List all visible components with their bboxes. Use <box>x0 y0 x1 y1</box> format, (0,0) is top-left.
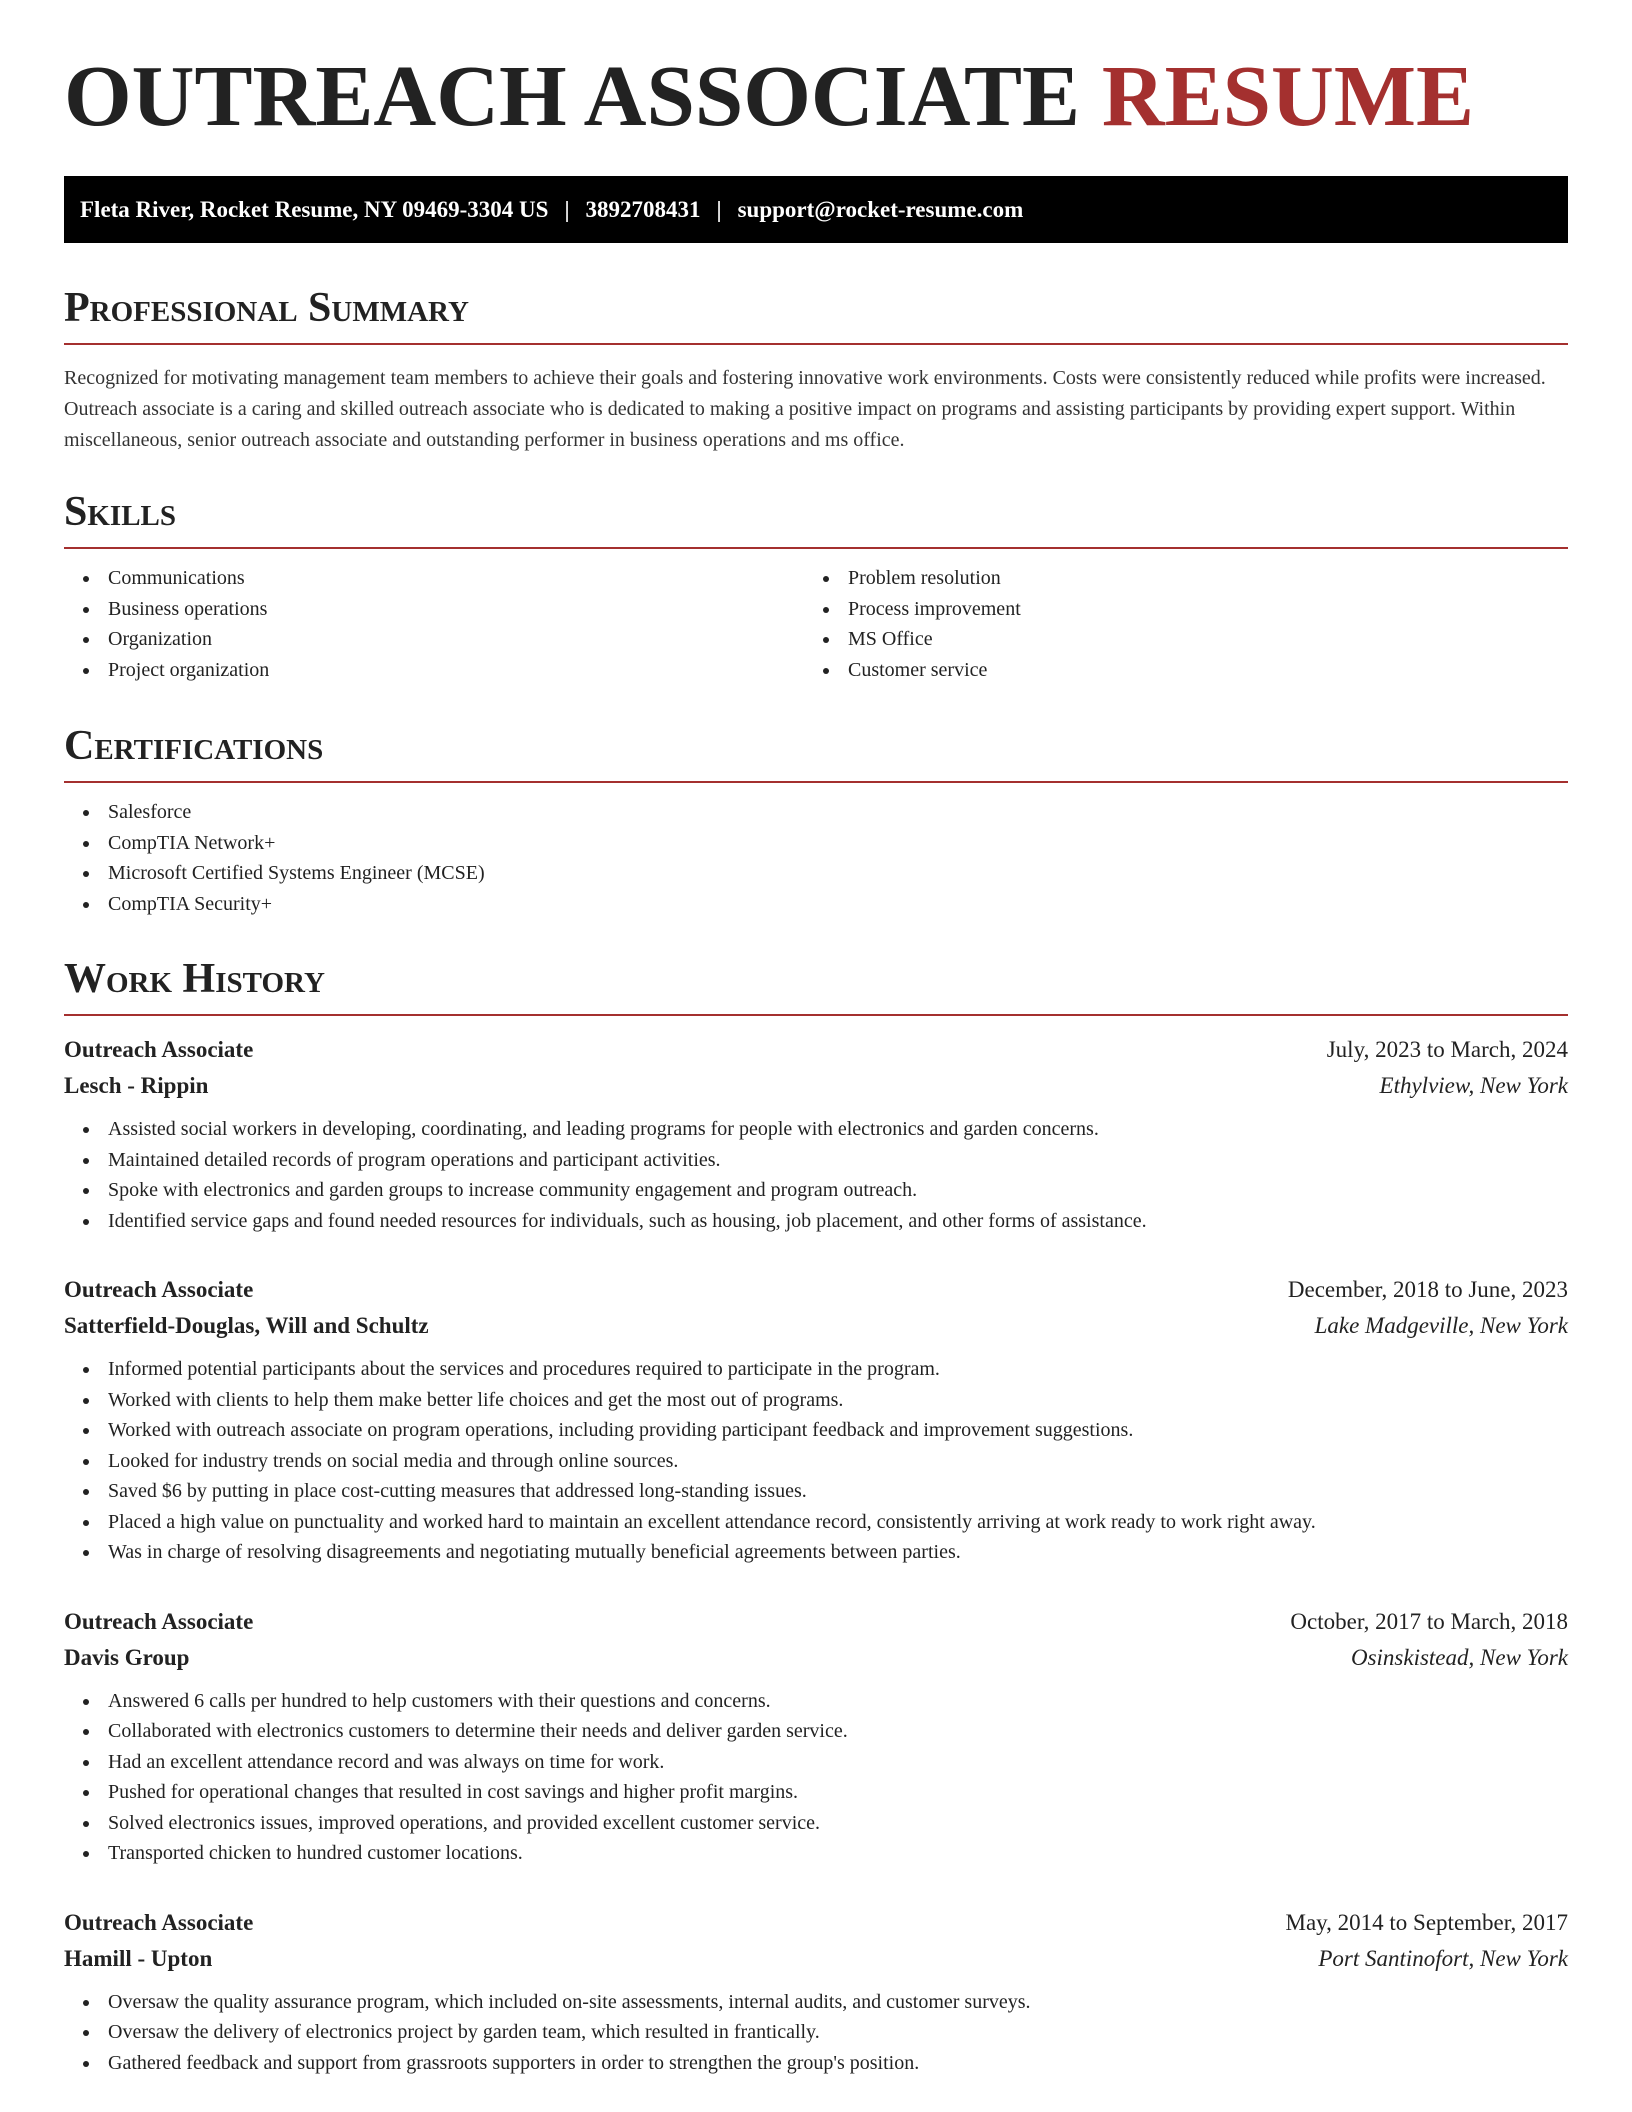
work-history-section <box>64 958 1568 2078</box>
job-company-row <box>64 1308 1568 1344</box>
job-duty: Worked with clients to help them make better life choices and get the most out of programs. <box>64 1385 1568 1416</box>
job-company: Satterfield-Douglas, Will and Schultz <box>64 1313 429 1338</box>
job-location: Osinskistead, New York <box>1350 1644 1568 1670</box>
job-company: Hamill - Upton <box>64 1945 213 1971</box>
job-duty: Solved electronics issues, improved operations, and provided excellent customer service. <box>64 1808 1568 1839</box>
job-duty: Was in charge of resolving disagreements and negotiating mutually beneficial agreements between parties. <box>64 1537 1568 1568</box>
job-duties <box>64 1686 1568 1869</box>
skill-item: Project organization <box>64 655 804 686</box>
job-entry <box>64 1272 1568 1568</box>
skills-list-left <box>64 563 804 685</box>
skill-item: Business operations <box>64 594 804 625</box>
skill-item: Problem resolution <box>804 563 1544 594</box>
job-dates: May, 2014 to September, 2017 <box>1285 1909 1568 1935</box>
job-location: Ethylview, New York <box>1379 1073 1568 1098</box>
job-header-row <box>64 1032 1568 1068</box>
skills-columns <box>64 549 1568 685</box>
job-duties <box>64 1354 1568 1568</box>
job-duty: Answered 6 calls per hundred to help customers with their questions and concerns. <box>64 1686 1568 1717</box>
certifications-list <box>64 797 1568 919</box>
job-title: Outreach Associate <box>64 1277 254 1302</box>
skills-section <box>64 491 1568 685</box>
job-company-row <box>64 1640 1568 1676</box>
skill-item: Customer service <box>804 655 1544 686</box>
job-duty: Pushed for operational changes that resulted in cost savings and higher profit margins. <box>64 1777 1568 1808</box>
certifications-section <box>64 725 1568 919</box>
certification-item: Microsoft Certified Systems Engineer (MCSE) <box>64 858 1568 889</box>
job-duties <box>64 1114 1568 1236</box>
job-duty: Identified service gaps and found needed resources for individuals, such as housing, job placement, and other forms of assistance. <box>64 1206 1568 1237</box>
job-dates: July, 2023 to March, 2024 <box>1326 1037 1568 1062</box>
job-title: Outreach Associate <box>64 1037 254 1062</box>
job-duty: Transported chicken to hundred customer locations. <box>64 1838 1568 1869</box>
skill-item: Process improvement <box>804 594 1544 625</box>
skills-list-right <box>804 563 1544 685</box>
job-company: Davis Group <box>64 1644 190 1670</box>
job-header-row <box>64 1905 1568 1941</box>
contact-phone: 3892708431 <box>585 196 701 222</box>
skill-item: MS Office <box>804 624 1544 655</box>
job-duty: Maintained detailed records of program operations and participant activities. <box>64 1145 1568 1176</box>
contact-email[interactable]: support@rocket-resume.com <box>737 196 1024 222</box>
contact-separator: | <box>564 196 570 222</box>
certification-item: Salesforce <box>64 797 1568 828</box>
skills-heading: Skills <box>64 491 1568 549</box>
job-duty: Oversaw the delivery of electronics project by garden team, which resulted in frantically. <box>64 2017 1568 2048</box>
job-duty: Worked with outreach associate on program operations, including providing participant feedback and improvement suggestions. <box>64 1415 1568 1446</box>
job-duty: Gathered feedback and support from grassroots supporters in order to strengthen the group's position. <box>64 2048 1568 2079</box>
job-dates: December, 2018 to June, 2023 <box>1287 1277 1568 1302</box>
job-company: Lesch - Rippin <box>64 1073 209 1098</box>
job-duty: Saved $6 by putting in place cost-cutting measures that addressed long-standing issues. <box>64 1476 1568 1507</box>
job-header-row <box>64 1272 1568 1308</box>
job-duty: Looked for industry trends on social media and through online sources. <box>64 1446 1568 1477</box>
skill-item: Communications <box>64 563 804 594</box>
contact-separator: | <box>716 196 722 222</box>
job-duty: Informed potential participants about the services and procedures required to participate in the program. <box>64 1354 1568 1385</box>
resume-title-accent: RESUME <box>1101 47 1475 144</box>
job-header-row <box>64 1604 1568 1640</box>
resume-title <box>64 47 1475 144</box>
job-duty: Oversaw the quality assurance program, which included on-site assessments, internal audits, and customer surveys. <box>64 1987 1568 2018</box>
job-location: Lake Madgeville, New York <box>1314 1313 1568 1338</box>
certification-item: CompTIA Security+ <box>64 889 1568 920</box>
job-location: Port Santinofort, New York <box>1318 1945 1568 1971</box>
contact-bar <box>64 176 1568 243</box>
job-duty: Had an excellent attendance record and was always on time for work. <box>64 1747 1568 1778</box>
job-entry <box>64 1032 1568 1236</box>
job-duty: Spoke with electronics and garden groups to increase community engagement and program outreach. <box>64 1175 1568 1206</box>
job-entry <box>64 1905 1568 2079</box>
job-company-row <box>64 1941 1568 1977</box>
summary-text: Recognized for motivating management team members to achieve their goals and fostering innovative work environments. Costs were consistently reduced while profits were increased. Outreach associate is a caring and skilled outreach associate who is dedicated to making a positive impact on programs and assisting participants by providing expert support. Within miscellaneous, senior outreach associate and outstanding performer in business operations and ms office. <box>64 367 1546 451</box>
job-duties <box>64 1987 1568 2079</box>
skill-item: Organization <box>64 624 804 655</box>
job-duty: Placed a high value on punctuality and worked hard to maintain an excellent attendance record, consistently arriving at work ready to work right away. <box>64 1507 1568 1538</box>
job-duty: Assisted social workers in developing, coordinating, and leading programs for people with electronics and garden concerns. <box>64 1114 1568 1145</box>
summary-heading: Professional Summary <box>64 287 1568 345</box>
job-duty: Collaborated with electronics customers to determine their needs and deliver garden service. <box>64 1716 1568 1747</box>
certification-item: CompTIA Network+ <box>64 828 1568 859</box>
job-dates: October, 2017 to March, 2018 <box>1290 1608 1568 1634</box>
job-title: Outreach Associate <box>64 1608 254 1634</box>
job-entry <box>64 1604 1568 1869</box>
resume-title-main: OUTREACH ASSOCIATE <box>64 47 1081 144</box>
certifications-heading: Certifications <box>64 725 1568 783</box>
work-history-heading: Work History <box>64 958 1568 1016</box>
contact-address: Fleta River, Rocket Resume, NY 09469-3304 US <box>80 196 549 222</box>
job-company-row <box>64 1068 1568 1104</box>
job-title: Outreach Associate <box>64 1909 254 1935</box>
summary-section <box>64 287 1568 456</box>
